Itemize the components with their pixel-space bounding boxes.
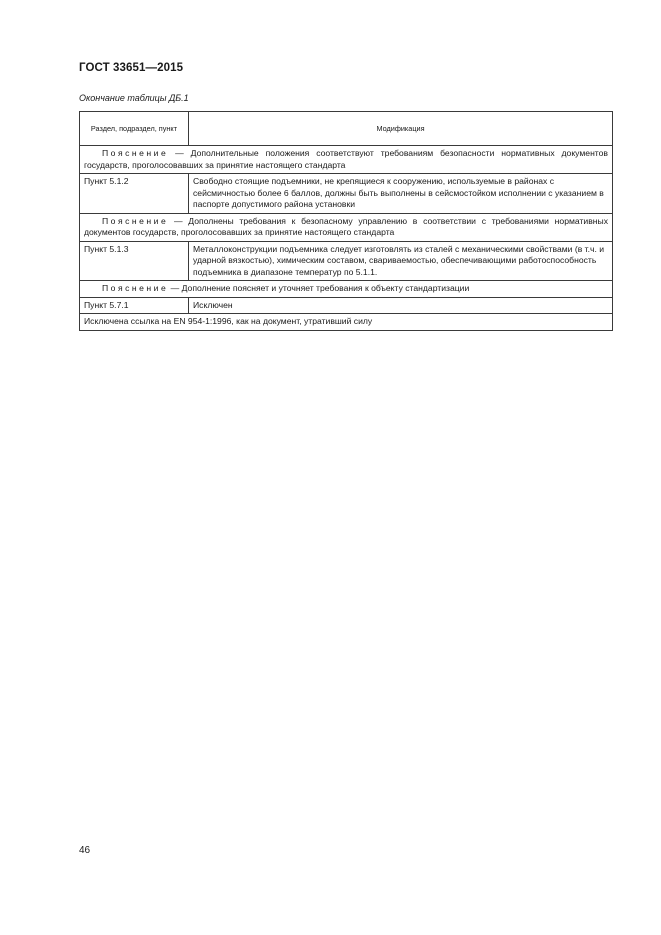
explanation-note (80, 146, 613, 174)
note-label: Пояснение (102, 148, 169, 158)
table-row (80, 241, 613, 281)
note-text: — Дополнение поясняет и уточняет требования к объекту стандартизации (168, 283, 470, 293)
modification-cell: Исключен (189, 297, 613, 314)
note-label: Пояснение (102, 283, 169, 293)
section-cell: Пункт 5.1.3 (80, 241, 189, 281)
table-row (80, 146, 613, 174)
table-row (80, 213, 613, 241)
section-cell: Пункт 5.7.1 (80, 297, 189, 314)
full-width-cell: Исключена ссылка на EN 954-1:1996, как на документ, утративший силу (80, 314, 613, 331)
section-cell: Пункт 5.1.2 (80, 174, 189, 214)
note-label: Пояснение (102, 215, 169, 226)
note-text: — Дополнены требования к безопасному управлению в соответствии с требованиями нормативных документов государств, проголосовавших за принятие настоящего стандарта (84, 215, 608, 237)
modifications-table (79, 111, 613, 331)
explanation-note (80, 213, 613, 241)
table-row (80, 281, 613, 298)
page-number: 46 (79, 845, 91, 856)
modification-cell: Свободно стоящие подъемники, не крепящиеся к сооружению, используемые в районах с сейсмичностью более 6 баллов, должны быть выполнены в сейсмостойком исполнении с указанием в паспорте допустимого района установки (189, 174, 613, 214)
modification-cell: Металлоконструкции подъемника следует изготовлять из сталей с механическими свойствами (в т.ч. и ударной вязкостью), химическим составом, свариваемостью, обеспечивающими работоспособность подъемника в диапазоне температур по 5.1.1. (189, 241, 613, 281)
document-code: ГОСТ 33651—2015 (79, 62, 184, 74)
table-row (80, 314, 613, 331)
column-header-section: Раздел, подраздел, пункт (80, 112, 189, 146)
note-text: — Дополнительные положения соответствуют требованиям безопасности нормативных документов государств, проголосовавших за принятие настоящего стандарта (84, 148, 608, 170)
column-header-modification: Модификация (189, 112, 613, 146)
table-header-row (80, 112, 613, 146)
table-caption: Окончание таблицы ДБ.1 (79, 93, 189, 103)
explanation-note (80, 281, 613, 298)
table-row (80, 174, 613, 214)
table-row (80, 297, 613, 314)
